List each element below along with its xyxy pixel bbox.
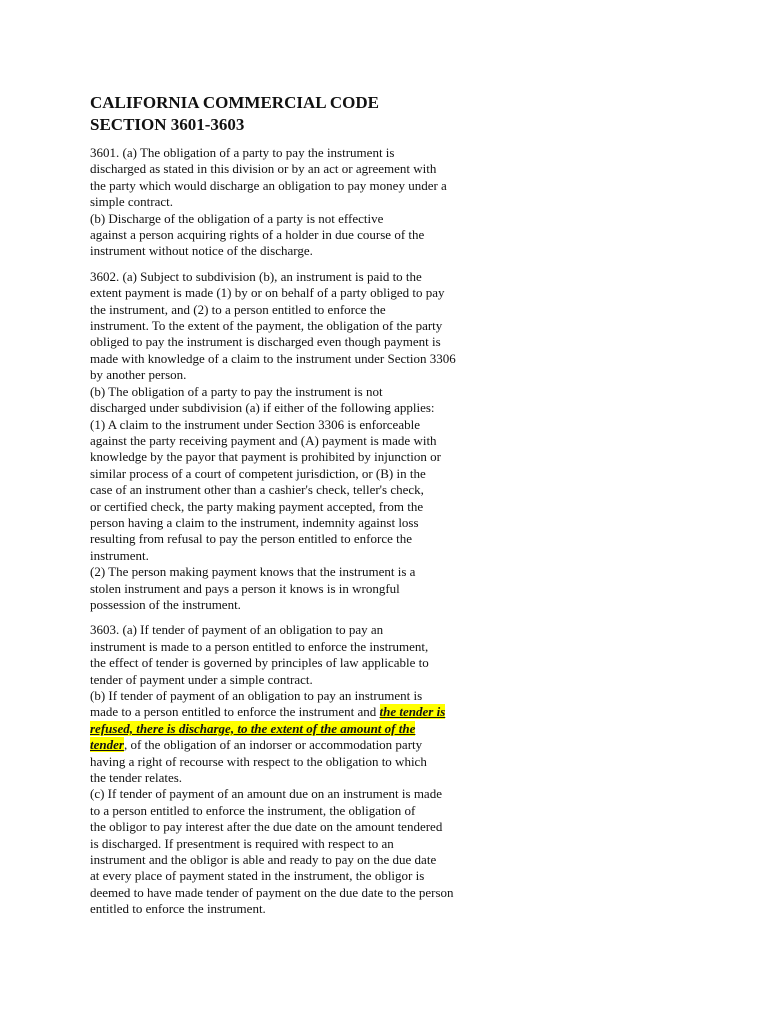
text-line: 3602. (a) Subject to subdivision (b), an instrument is paid to the (90, 268, 422, 284)
document-page (90, 92, 490, 927)
text-line: the effect of tender is governed by principles of law applicable to (90, 655, 429, 671)
text-line: against the party receiving payment and (A) payment is made with (90, 432, 437, 448)
text-line: entitled to enforce the instrument. (90, 901, 266, 917)
highlighted-text: the tender is (379, 704, 446, 720)
text-line: tender of payment under a simple contract. (90, 671, 313, 687)
text-line (90, 704, 490, 720)
text-line: 3601. (a) The obligation of a party to pay the instrument is (90, 145, 395, 160)
section-3603 (90, 622, 490, 917)
text-line: knowledge by the payor that payment is prohibited by injunction or (90, 449, 441, 465)
text-line: the tender relates. (90, 770, 183, 786)
text-line: (b) If tender of payment of an obligation to pay an instrument is (90, 688, 423, 703)
text-line: is discharged. If presentment is required with respect to an (90, 835, 394, 851)
text-line: resulting from refusal to pay the person entitled to enforce the (90, 531, 413, 547)
text-line: having a right of recourse with respect to the obligation to which (90, 753, 427, 769)
text-line: against a person acquiring rights of a holder in due course of the (90, 227, 425, 243)
text-line: made with knowledge of a claim to the instrument under Section 3306 (90, 350, 456, 366)
text-line: the obligor to pay interest after the due date on the amount tendered (90, 819, 443, 835)
text-line (90, 721, 490, 737)
text-line: by another person. (90, 367, 187, 383)
text-line: (c) If tender of payment of an amount due on an instrument is made (90, 786, 442, 802)
section-3602 (90, 269, 490, 614)
text-line: the party which would discharge an obligation to pay money under a (90, 177, 447, 193)
text-line: stolen instrument and pays a person it knows is in wrongful (90, 580, 400, 596)
text-line: discharged under subdivision (a) if either of the following applies: (90, 400, 435, 416)
text-line: person having a claim to the instrument, indemnity against loss (90, 514, 419, 530)
text-line: instrument without notice of the discharge. (90, 243, 313, 259)
section-3601 (90, 145, 490, 260)
text-line: extent payment is made (1) by or on behalf of a party obliged to pay (90, 285, 445, 301)
text-line: case of an instrument other than a cashier's check, teller's check, (90, 482, 424, 498)
text-line: instrument and the obligor is able and ready to pay on the due date (90, 852, 437, 868)
text-line: possession of the instrument. (90, 596, 241, 612)
text-line: deemed to have made tender of payment on the due date to the person (90, 884, 454, 900)
text-line: (b) Discharge of the obligation of a party is not effective (90, 210, 384, 226)
text-line: the instrument, and (2) to a person entitled to enforce the (90, 301, 386, 317)
text-line: obliged to pay the instrument is discharged even though payment is (90, 334, 441, 350)
title-line-1: CALIFORNIA COMMERCIAL CODE (90, 93, 380, 112)
text-line: at every place of payment stated in the instrument, the obligor is (90, 868, 425, 884)
text-line: instrument. (90, 547, 149, 563)
text-line: or certified check, the party making payment accepted, from the (90, 498, 424, 514)
text-fragment: , of the obligation of an indorser or accommodation party (123, 737, 423, 753)
text-line: similar process of a court of competent jurisdiction, or (B) in the (90, 465, 426, 481)
text-line (90, 737, 490, 753)
text-fragment: made to a person entitled to enforce the instrument and (90, 704, 380, 720)
document-title (90, 92, 490, 136)
text-line: discharged as stated in this division or by an act or agreement with (90, 161, 437, 177)
highlighted-text: refused, there is discharge, to the extent of the amount of the (90, 720, 416, 736)
text-line: (b) The obligation of a party to pay the instrument is not (90, 383, 383, 399)
text-line: (2) The person making payment knows that the instrument is a (90, 564, 416, 580)
text-line: instrument. To the extent of the payment, the obligation of the party (90, 318, 443, 334)
text-line: to a person entitled to enforce the instrument, the obligation of (90, 802, 416, 818)
text-line: simple contract. (90, 194, 174, 210)
highlighted-text: tender (90, 737, 124, 753)
text-line: (1) A claim to the instrument under Section 3306 is enforceable (90, 416, 420, 432)
text-line: 3603. (a) If tender of payment of an obligation to pay an (90, 622, 384, 638)
text-line: instrument is made to a person entitled to enforce the instrument, (90, 638, 429, 654)
title-line-2: SECTION 3601-3603 (90, 115, 245, 134)
